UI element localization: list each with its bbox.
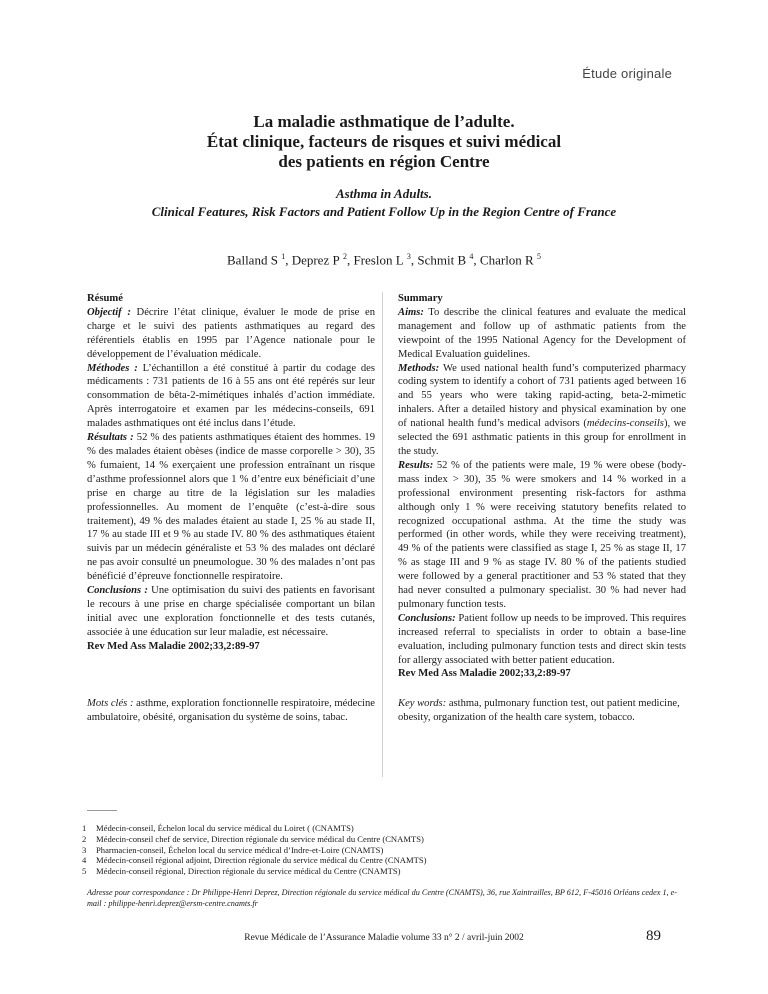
resume-conclusions bbox=[87, 584, 375, 640]
resume-heading: Résumé bbox=[87, 293, 123, 304]
resume-citation: Rev Med Ass Maladie 2002;33,2:89-97 bbox=[87, 640, 260, 652]
footnote-rule bbox=[87, 810, 117, 811]
author-affiliation-number: 3 bbox=[406, 252, 411, 261]
affiliation-number: 4 bbox=[82, 855, 87, 866]
author-name: Charlon R bbox=[479, 252, 534, 268]
author-name: Deprez P bbox=[291, 252, 340, 268]
methods-label: Methods: bbox=[398, 362, 440, 374]
summary-methods bbox=[398, 362, 686, 459]
author-affiliation-number: 5 bbox=[536, 252, 541, 261]
author-name: Balland S bbox=[227, 252, 278, 268]
summary-heading: Summary bbox=[398, 293, 443, 304]
methodes-text: L’échantillon a été constitué à partir du codage des médicaments : 731 patients de 16 à 55 ans ont été repérés sur leur consommation de bêta-2-mimétiques inhalés d’action immédiate. Après interrogatoire et examen par les médecins-conseils, 691 malades asthmatiques ont été inclus dans l’étude. bbox=[87, 362, 375, 430]
methods-text-continued: ), we selected the 691 asthmatic patients in this group for enrollment in the study. bbox=[398, 418, 686, 457]
english-title-line: Clinical Features, Risk Factors and Patient Follow Up in the Region Centre of France bbox=[151, 204, 617, 219]
affiliation-number: 2 bbox=[82, 833, 87, 844]
affiliation-list bbox=[82, 823, 682, 877]
conclusions-text: Une optimisation du suivi des patients en favorisant le recours à une prise en charge spécialisée comportant un bilan initial avec une exploration fonctionnelle et des tests cutanés, associée à une éducation sur leur maladie, est nécessaire. bbox=[87, 585, 375, 638]
english-abstract bbox=[398, 292, 686, 681]
resume-resultats bbox=[87, 431, 375, 584]
affiliation-item bbox=[82, 845, 682, 856]
conclusions-label: Conclusions : bbox=[87, 585, 148, 597]
methods-text: We used national health fund’s computerized pharmacy coding system to identify a cohort of 731 patients aged between 16 and 55 years who were taking rapid-acting, beta-2-mimetic inhalers. After a detailed history and physical examination by one of national health fund’s medical advisors ( bbox=[398, 362, 686, 430]
journal-footer: Revue Médicale de l’Assurance Maladie volume 33 n° 2 / avril-juin 2002 bbox=[244, 933, 524, 943]
affiliation-text: Médecin-conseil, Échelon local du service médical du Loiret ( (CNAMTS) bbox=[96, 823, 354, 833]
affiliation-item bbox=[82, 834, 682, 845]
summary-aims bbox=[398, 306, 686, 362]
keywords-text: asthme, exploration fonctionnelle respiratoire, médecine ambulatoire, obésité, organisation du système de soins, tabac. bbox=[87, 698, 375, 723]
column-divider bbox=[382, 292, 383, 777]
affiliation-item bbox=[82, 866, 682, 877]
affiliation-text: Médecin-conseil chef de service, Direction régionale du service médical du Centre (CNAMTS) bbox=[96, 833, 424, 844]
author-list: Balland S $^1$, Deprez P $^2$, Freslon L $^3$, Schmit B $^4$, Charlon R $^5$ bbox=[227, 252, 541, 268]
affiliation-number: 5 bbox=[82, 866, 87, 877]
resume-objectif bbox=[87, 306, 375, 362]
title-line: des patients en région Centre bbox=[278, 152, 490, 171]
title-line: État clinique, facteurs de risques et suivi médical bbox=[206, 132, 562, 151]
objectif-text: Décrire l’état clinique, évaluer le mode de prise en charge et le suivi des patients asthmatiques au regard des référentiels établis en 1995 par l’Agence nationale pour le développement de l’évaluation médicale. bbox=[87, 306, 375, 360]
french-keywords bbox=[87, 697, 375, 725]
author-affiliation-number: 1 bbox=[281, 252, 286, 261]
author-affiliation-number: 4 bbox=[469, 252, 474, 261]
affiliation-number: 3 bbox=[82, 844, 87, 855]
affiliation-item bbox=[82, 855, 682, 866]
title-line: La maladie asthmatique de l’adulte. bbox=[253, 112, 515, 131]
keywords-text: asthma, pulmonary function test, out patient medicine, obesity, organization of the health care system, tobacco. bbox=[398, 698, 680, 723]
results-label: Results: bbox=[398, 459, 434, 471]
article-title bbox=[0, 112, 768, 172]
resultats-label: Résultats : bbox=[87, 432, 134, 444]
aims-label: Aims: bbox=[398, 306, 424, 318]
results-text: 52 % of the patients were male, 19 % were obese (body-mass index > 30), 35 % were smokers and 14 % worked in a professional environment presenting risk-factors for asthma although only 1 % were receiving statutory benefits related to recognized occupational asthma. At the time the study was performed (in other words, while they were receiving treatment), 49 % of the patients were classified as stage I, 25 % as stage II, 17 % as stage III and 9 % as stage IV. 80 % of the patients studied were followed by a general practitioner and 53 % stated that they had never consulted a pulmonary specialist. 30 % had never had pulmonary function tests. bbox=[398, 459, 686, 610]
affiliation-text: Médecin-conseil régional, Direction régionale du service médical du Centre (CNAMTS) bbox=[96, 866, 401, 877]
affiliation-text: Médecin-conseil régional adjoint, Direction régionale du service médical du Centre (CNAMTS) bbox=[96, 855, 427, 866]
french-abstract bbox=[87, 292, 375, 654]
author-affiliation-number: 2 bbox=[342, 252, 347, 261]
affiliation-item bbox=[82, 823, 682, 834]
methods-italic-term: médecins-conseils bbox=[586, 418, 664, 430]
english-title bbox=[0, 185, 768, 221]
author-name: Schmit B bbox=[417, 252, 467, 268]
affiliation-number: 1 bbox=[82, 823, 87, 833]
summary-citation: Rev Med Ass Maladie 2002;33,2:89-97 bbox=[398, 668, 571, 680]
affiliation-text: Pharmacien-conseil, Échelon local du service médical d’Indre-et-Loire (CNAMTS) bbox=[96, 844, 384, 855]
aims-text: To describe the clinical features and evaluate the medical management and follow up of asthmatic patients from the viewpoint of the 1995 National Agency for the Development of Medical Evaluation guidelines. bbox=[398, 306, 686, 360]
resultats-text: 52 % des patients asthmatiques étaient des hommes. 19 % des malades étaient obèses (indice de masse corporelle > 30), 35 % fumaient, 14 % exerçaient une profession entraînant un risque d’asthme professionnel alors que 1 % d’entre eux bénéficiait d’une prise en charge au titre de la législation sur les maladies professionnelles. Au moment de l’enquête (c’est-à-dire sous traitement), 49 % des malades étaient au stade I, 25 % au stade II, 17 % au stade III et 9 % au stade IV. 80 % des asthmatiques étaient suivis par un médecin généraliste et 53 % des malades ont déclaré ne pas avoir consulté un pneumologue. 30 % des malades n’ont pas bénéficié d’épreuve fonctionnelle respiratoire. bbox=[87, 432, 375, 583]
author-name: Freslon L bbox=[353, 252, 404, 268]
summary-conclusions bbox=[398, 612, 686, 668]
conclusions-text: Patient follow up needs to be improved. This requires increased referral to specialists in order to obtain a base-line evaluation, including pulmonary function tests and direct skin tests for allergy associated with better patient education. bbox=[398, 612, 686, 666]
keywords-label: Key words: bbox=[398, 698, 447, 709]
english-keywords bbox=[398, 697, 686, 725]
keywords-label: Mots clés : bbox=[87, 698, 134, 709]
methodes-label: Méthodes : bbox=[87, 362, 138, 374]
conclusions-label: Conclusions: bbox=[398, 612, 456, 624]
section-label: Étude originale bbox=[582, 66, 672, 81]
objectif-label: Objectif : bbox=[87, 306, 131, 318]
correspondence-address: Adresse pour correspondance : Dr Philippe-Henri Deprez, Direction régionale du service médical du Centre (CNAMTS), 36, rue Xaintrailles, BP 612, F-45016 Orléans cedex 1, e-mail : philippe-henri.deprez@ersm-centre.cnamts.fr bbox=[87, 888, 677, 908]
resume-methodes bbox=[87, 362, 375, 432]
summary-results bbox=[398, 459, 686, 612]
english-title-line: Asthma in Adults. bbox=[336, 186, 432, 201]
page-number: 89 bbox=[646, 928, 661, 944]
